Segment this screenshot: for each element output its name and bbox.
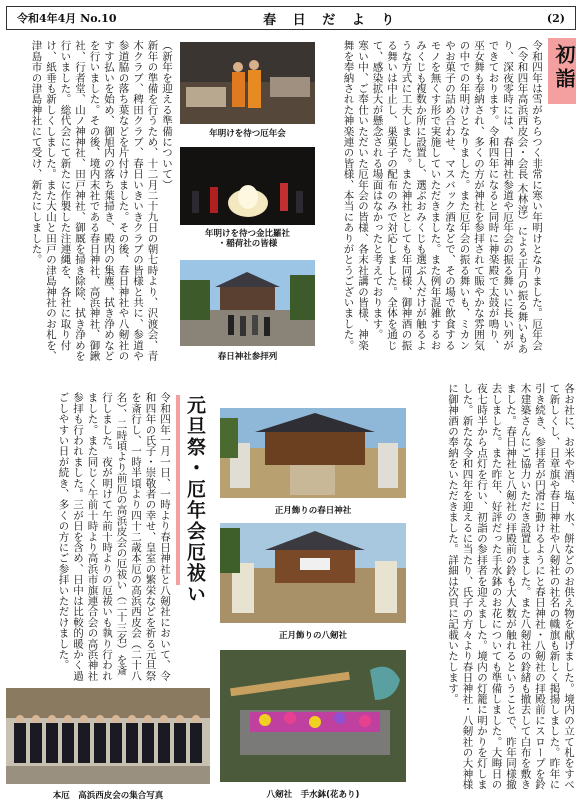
page-number: (2) xyxy=(546,11,565,25)
caption-photo-4: 正月飾りの春日神社 xyxy=(274,506,352,516)
yakubarai-body: 令和四年一月一日、一時より春日神社と八剱社において、令和四年の氏子・崇敬者の幸せ、皇室の繁栄などを祈る元旦祭を斎行し、一時半頃より四十二歳本厄の高浜西皮会（二十八名）、二時頃より前厄の高浜皮会の厄祓い（二十三名）を斎行しました。夜が明けて午前十時よりの厄祓いも執り行われました。また同じく午前十時より高浜市旗連合会の高浜神社参拝も行われました。三が日を含め、日中は比較的暖かく過ごしやすい日が続き、多くの方にご参拝いただけました。 xyxy=(57,392,171,681)
heading-yakubarai: 元旦祭・厄年会厄祓い xyxy=(184,395,206,605)
caption-photo-6: 八剱社 手水鉢(花あり) xyxy=(266,790,360,800)
photo-bonfire xyxy=(180,147,315,225)
hatsumode-body xyxy=(318,40,544,360)
caption-photo-7: 本厄 高浜西皮会の集合写真 xyxy=(52,791,164,801)
newsletter-header xyxy=(6,6,576,30)
junbi-title: （新年を迎える準備について） xyxy=(161,40,173,190)
hatsumode-continued: 各お社に、お米や酒、塩、水、餅などのお供え物を献げました。境内の立て札をすべて新しくし、日章旗や春日神社や八剱社の社名の幟旗も新しく掲揚しました。昨年に引き続き、参拝者が円滑に動けるようにと春日神社・八剱社の拝殿前にスロープを鈴木建築さんにご協力いただき設置しました。また八剱社の鈴緒も撤去して白布を敷きました。春日神社と八剱社の拝殿前の鈴も大人数が触れるということで、昨年同様撤去しました。また昨年、好評だった手水鉢のお花についても準備しました。大晦日の夜七時半から点灯を行い、初詣の参拝者を迎えました。境内の灯籠に明かりを灯しました。新たな令和四年を迎えるに当たり、氏子の方々より春日神社・八剱社の大神様に御神酒の奉納をいただきました。詳細は次頁に記載いたします。 xyxy=(447,383,575,790)
photo-yakudoshi-waiting xyxy=(180,42,315,124)
issue-date: 令和4年4月 No.10 xyxy=(17,12,117,25)
caption-photo-5: 正月飾りの八剱社 xyxy=(278,631,347,641)
junbi-body xyxy=(6,40,174,370)
caption-photo-2: 年明けを待つ金比羅社 ・稲荷社の皆様 xyxy=(204,229,290,249)
heading-hatsumode: 初詣 xyxy=(552,44,576,92)
hatsumode-paragraph-1: 令和四年は雪がちらつく非常に寒い年明けとなりました。厄年会（令和四年高浜西皮会・会長 木林淳）による正月の振る舞いもあり、深夜零時には、春日神社参道や厄年会の振る舞いに長い列ができております。令和四年になると同時に神楽殿で太鼓が鳴り、巫女舞も奉納され、多くの方が神社を参拝されて賑やかな雰囲気の中での年明けとなりました。また厄年会の振る舞いも、ミカンやお菓子の詰め合わせ、マスバック酒などで、その場で飲食するモノを無くす形で実施していただきました。また例年混雑するおみくじも複数か所に設置し、選ぶおみくじも選ぶ人だけが触るような方式に工夫しました。また神社としても年同様、御神酒の振る舞いは中止し、巣菓子の配布のみで対応しました。全体を通じて、感染拡大が懸念される場面はなかったと考えております。 xyxy=(371,40,543,354)
junbi-text: 新年の準備を行うため、十二月二十九日の朝七時より、沢渡会、青木クラブ、稗田クラブ、春日いきいきクラブの皆様と共に、参道や参道脇の落ち葉などを片付けました。その後、春日神社や八剱社のすす払いを始め、御旭内の落ち葉掃き、殿内の集塵、拭き浄めなどを行いました。その後、境内末社である春日神社、高浜神社、御鍬社、行者堂、山ノ神神社、田戸神社、御厩を掃き除除、拭き浄めを行いました。総代会にて新たに作製した注連縄を、各社に取り付け、紙垂も新しくしました。また大山と田戸の津島神社のお札を、津島市の津島神社にて受け、新たにしました。 xyxy=(30,40,159,361)
caption-photo-1: 年明けを待つ厄年会 xyxy=(209,129,286,139)
photo-kasuga-shrine xyxy=(220,408,406,498)
hatsumode-paragraph-2: 寒い中、ご奉仕いただいた厄年会の皆様、各末社講の皆様、神楽舞を奉納された神楽連の皆様、本当にありがとうございました。 xyxy=(342,40,369,351)
newsletter-title: 春 日 だ よ り xyxy=(263,12,401,28)
photo-yatsurugi-shrine xyxy=(220,523,406,623)
photo-group-yakudoshi xyxy=(6,688,210,784)
heading-bar-yakubarai xyxy=(176,395,180,585)
photo-kasuga-queue xyxy=(180,260,315,346)
caption-photo-3: 春日神社参拝列 xyxy=(217,352,278,362)
photo-temizuya-flowers xyxy=(220,650,406,782)
